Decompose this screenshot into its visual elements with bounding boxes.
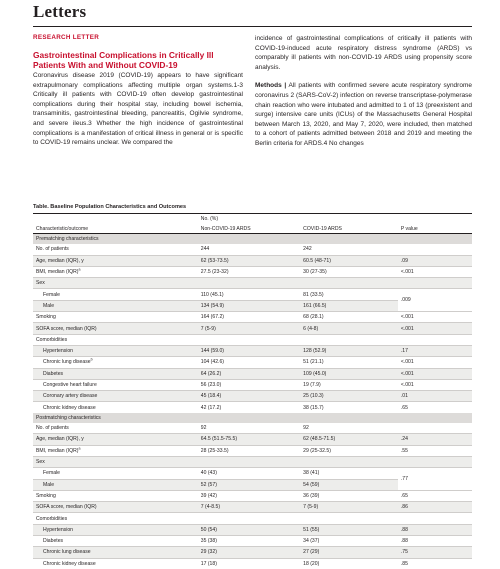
row-label-text: BMI, median (IQR) — [36, 269, 79, 276]
covid-value: 54 (59) — [300, 479, 398, 490]
table-row — [33, 255, 472, 266]
baseline-table — [33, 204, 472, 569]
covid-value: 27 (29) — [300, 547, 398, 558]
row-label-text: Sex — [36, 280, 45, 287]
footnote-marker: a — [78, 446, 81, 451]
covid-value — [300, 278, 398, 289]
row-label-text: Diabetes — [43, 370, 64, 377]
table-row — [33, 289, 472, 300]
p-value: <.001 — [398, 266, 472, 277]
left-column — [33, 34, 243, 148]
row-label-text: Female — [43, 291, 60, 298]
covid-value: 34 (37) — [300, 536, 398, 547]
non-covid-value: 27.5 (23-32) — [198, 266, 300, 277]
covid-value: 25 (10.3) — [300, 391, 398, 402]
covid-value: 128 (52.9) — [300, 345, 398, 356]
table-row — [33, 423, 472, 434]
row-label-text: SOFA score, median (IQR) — [36, 325, 97, 332]
table-row — [33, 434, 472, 445]
non-covid-value: 35 (38) — [198, 536, 300, 547]
table-row — [33, 468, 472, 479]
covid-value: 30 (27-35) — [300, 266, 398, 277]
p-value: <.001 — [398, 312, 472, 323]
row-label-text: Comorbidities — [36, 515, 68, 522]
non-covid-value: 92 — [200, 425, 207, 432]
column-header: COVID-19 ARDS — [300, 224, 398, 234]
table-section-row — [33, 413, 472, 423]
table-body — [33, 234, 472, 569]
non-covid-value: 52 (57) — [198, 479, 300, 490]
covid-value: 6 (4-8) — [300, 323, 398, 334]
table-row — [33, 278, 472, 289]
row-label — [33, 357, 198, 368]
table-row — [33, 513, 472, 524]
p-value: .75 — [398, 547, 472, 558]
covid-value: 7 (5-9) — [300, 502, 398, 513]
covid-value: 242 — [303, 246, 312, 253]
non-covid-value: 40 (43) — [198, 468, 300, 479]
row-label-text: Smoking — [36, 492, 56, 499]
p-value: .88 — [398, 536, 472, 547]
row-label — [33, 255, 198, 266]
p-value: <.001 — [398, 368, 472, 379]
non-covid-value — [198, 278, 300, 289]
non-covid-value: 62 (53-73.5) — [198, 255, 300, 266]
covid-value: 109 (45.0) — [300, 368, 398, 379]
row-label — [33, 368, 198, 379]
row-label-text: Coronary artery disease — [43, 393, 98, 400]
row-label-text: SOFA score, median (IQR) — [36, 504, 97, 511]
non-covid-value: 17 (18) — [198, 558, 300, 569]
non-covid-value: 39 (42) — [198, 490, 300, 501]
p-value — [398, 334, 472, 345]
covid-value: 81 (33.5) — [300, 289, 398, 300]
covid-value: 19 (7.9) — [300, 379, 398, 390]
p-value: <.001 — [398, 357, 472, 368]
non-covid-value: 28 (25-33.5) — [198, 445, 300, 456]
column-header: P value — [398, 224, 472, 234]
covid-value: 62 (48.5-71.5) — [300, 434, 398, 445]
covid-value: 51 (55) — [300, 524, 398, 535]
covid-value: 161 (66.5) — [300, 300, 398, 311]
covid-value — [300, 334, 398, 345]
header-blank-p — [398, 214, 472, 224]
row-label-text: Age, median (IQR), y — [36, 257, 84, 264]
row-label-text: Female — [43, 470, 60, 477]
row-label-text: BMI, median (IQR) — [36, 447, 79, 454]
row-label-text: Smoking — [36, 314, 56, 321]
p-value: <.001 — [398, 379, 472, 390]
covid-value: 38 (41) — [300, 468, 398, 479]
table-row — [33, 402, 472, 413]
footnote-marker: a — [78, 267, 81, 272]
covid-value: 51 (21.1) — [300, 357, 398, 368]
section-label: RESEARCH LETTER — [33, 34, 100, 41]
row-label — [33, 423, 198, 434]
non-covid-value: 56 (23.0) — [198, 379, 300, 390]
non-covid-value — [198, 334, 300, 345]
row-label-text: Age, median (IQR), y — [36, 436, 84, 443]
row-label — [33, 479, 198, 490]
covid-value: 38 (15.7) — [300, 402, 398, 413]
header-blank — [33, 214, 198, 224]
row-label — [33, 391, 198, 402]
article-title: Gastrointestinal Complications in Critically Ill Patients With and Without COVID-19 — [33, 50, 214, 70]
row-label-text: No. of patients — [36, 246, 69, 253]
data-table — [33, 214, 472, 569]
journal-section-title: Letters — [33, 2, 87, 21]
row-label-text: Hypertension — [43, 526, 74, 533]
p-value: <.001 — [398, 323, 472, 334]
section-title: Postmatching characteristics — [33, 413, 472, 423]
column-header: Non-COVID-19 ARDS — [198, 224, 300, 234]
row-label-text: Congestive heart failure — [43, 382, 97, 388]
p-value: .009 — [398, 289, 472, 312]
row-label — [33, 456, 198, 467]
p-value — [398, 244, 472, 255]
row-label — [33, 536, 198, 547]
table-row — [33, 456, 472, 467]
table-row — [33, 558, 472, 569]
row-label — [33, 513, 198, 524]
row-label-text: Male — [43, 302, 55, 309]
row-label — [33, 345, 198, 356]
footnote-marker: b — [90, 357, 93, 362]
p-value: .65 — [398, 402, 472, 413]
section-title: Prematching characteristics — [33, 234, 472, 245]
row-label — [33, 547, 198, 558]
non-covid-value — [198, 456, 300, 467]
table-row — [33, 368, 472, 379]
p-value: .86 — [398, 502, 472, 513]
p-value: .09 — [398, 255, 472, 266]
p-value: .65 — [398, 490, 472, 501]
table-header-row — [33, 224, 472, 234]
table-row — [33, 266, 472, 277]
non-covid-value: 244 — [200, 246, 210, 253]
table-row — [33, 391, 472, 402]
methods-lead-in: Methods | — [255, 82, 287, 90]
table-row — [33, 244, 472, 255]
row-label — [33, 244, 198, 255]
row-label — [33, 289, 198, 300]
non-covid-value: 104 (42.6) — [198, 357, 300, 368]
table-row — [33, 445, 472, 456]
row-label — [33, 379, 198, 390]
row-label — [33, 266, 198, 277]
non-covid-value: 144 (59.0) — [198, 345, 300, 356]
non-covid-value: 50 (54) — [198, 524, 300, 535]
header-span-label: No. (%) — [200, 216, 219, 222]
p-value: .77 — [398, 468, 472, 491]
non-covid-value: 45 (18.4) — [198, 391, 300, 402]
row-label — [33, 445, 198, 456]
row-label — [33, 502, 198, 513]
row-label-text: Hypertension — [43, 348, 74, 355]
row-label — [33, 434, 198, 445]
table-row — [33, 502, 472, 513]
covid-value: 68 (28.1) — [300, 312, 398, 323]
table-row — [33, 357, 472, 368]
non-covid-value: 42 (17.2) — [198, 402, 300, 413]
table-row — [33, 524, 472, 535]
right-column — [255, 34, 472, 149]
row-label — [33, 468, 198, 479]
p-value — [398, 513, 472, 524]
table-row — [33, 323, 472, 334]
p-value — [398, 423, 472, 434]
row-label — [33, 558, 198, 569]
p-value: .24 — [398, 434, 472, 445]
p-value: .01 — [398, 391, 472, 402]
non-covid-value: 7 (4-8.5) — [198, 502, 300, 513]
row-label-text: Chronic lung disease — [43, 549, 91, 556]
non-covid-value: 64 (26.2) — [198, 368, 300, 379]
non-covid-value: 110 (45.1) — [198, 289, 300, 300]
right-paragraph-1: incidence of gastrointestinal complications of critically ill patients with COVID-19-induced acute respiratory distress syndrome (ARDS) vs comparably ill patients with non-COVID-19 ARDS using propensity score analysis. — [255, 35, 472, 71]
methods-paragraph — [255, 81, 472, 148]
table-row — [33, 312, 472, 323]
p-value: .17 — [398, 345, 472, 356]
non-covid-value: 7 (5-9) — [198, 323, 300, 334]
table-row — [33, 490, 472, 501]
row-label — [33, 402, 198, 413]
row-label-text: Chronic kidney disease — [43, 560, 96, 567]
row-label — [33, 323, 198, 334]
table-row — [33, 536, 472, 547]
column-header: Characteristic/outcome — [33, 224, 198, 234]
intro-paragraph: Coronavirus disease 2019 (COVID-19) appears to have significant extrapulmonary complications affecting multiple organ systems.1-3 Critically ill patients with COVID-19 often develop gastrointestinal complications during their hospital stay, including bowel ischemia, transaminitis, gastrointestinal bleeding, pancreatitis, Ogilvie syndrome, and severe ileus.3 Whether the high incidence of gastrointestinal complications is a manifestation of critical illness in general or is specific to COVID-19 remains unclear. We compared the — [33, 72, 243, 147]
row-label-text: Diabetes — [43, 538, 64, 545]
row-label-text: Chronic kidney disease — [43, 404, 96, 411]
covid-value: 18 (20) — [300, 558, 398, 569]
covid-value — [300, 456, 398, 467]
covid-value: 60.5 (48-71) — [300, 255, 398, 266]
table-row — [33, 379, 472, 390]
row-label — [33, 524, 198, 535]
row-label — [33, 278, 198, 289]
p-value: .88 — [398, 524, 472, 535]
p-value: .85 — [398, 558, 472, 569]
header-rule — [33, 26, 472, 27]
non-covid-value — [198, 513, 300, 524]
non-covid-value: 64.5 (51.5-75.5) — [198, 434, 300, 445]
p-value — [398, 278, 472, 289]
row-label-text: No. of patients — [36, 425, 69, 432]
table-header-span-row — [33, 214, 472, 224]
p-value: .55 — [398, 445, 472, 456]
row-label-text: Chronic lung disease — [43, 359, 91, 366]
table-row — [33, 547, 472, 558]
row-label-text: Comorbidities — [36, 336, 68, 343]
table-row — [33, 345, 472, 356]
row-label-text: Male — [43, 481, 55, 488]
covid-value: 92 — [303, 425, 309, 432]
table-caption: Table. Baseline Population Characteristics and Outcomes — [33, 204, 472, 214]
non-covid-value: 134 (54.9) — [198, 300, 300, 311]
covid-value — [300, 513, 398, 524]
methods-text: All patients with confirmed severe acute respiratory syndrome coronavirus 2 (SARS-CoV-2) infection on reverse transcriptase-polymerase chain reaction who were intubated and admitted to 1 of 13 (preexistent and surge) intensive care units (ICUs) of the Massachusetts General Hospital between March 13, 2020, and May 7, 2020, were included, then matched to a cohort of patients admitted between 2018 and 2019 and meeting the Berlin criteria for ARDS.4 No changes — [255, 82, 472, 147]
table-row — [33, 334, 472, 345]
covid-value: 29 (25-32.5) — [300, 445, 398, 456]
p-value — [398, 456, 472, 467]
covid-value: 36 (39) — [300, 490, 398, 501]
row-label-text: Sex — [36, 459, 45, 466]
non-covid-value: 29 (32) — [198, 547, 300, 558]
row-label — [33, 312, 198, 323]
row-label — [33, 300, 198, 311]
table-section-row — [33, 234, 472, 245]
row-label — [33, 490, 198, 501]
non-covid-value: 164 (67.2) — [198, 312, 300, 323]
row-label — [33, 334, 198, 345]
